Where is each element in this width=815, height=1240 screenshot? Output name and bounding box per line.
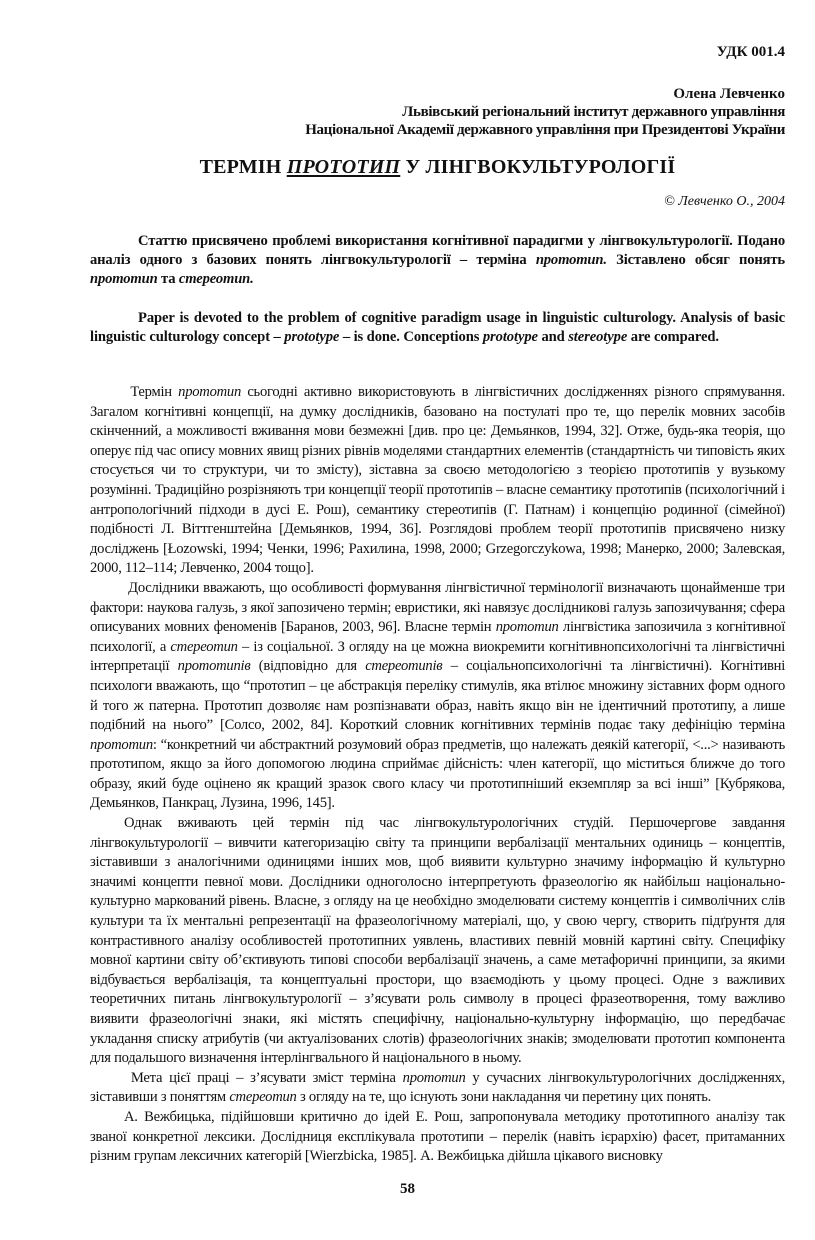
abstract-uk-italic-2: прототип: [90, 271, 158, 287]
p1-text-2: сьогодні активно використовують в лінгвістичних дослідженнях різного спрямування. Загалом когнітивні концепції, на думку дослідників, базовано на постулаті про те, що перелік мовних засобів скінченний, а можливості вживання мови безмежні [див. про це: Демьянков, 1994, 32]. Отже, будь-яка теорія, що оперує під час опису мовних явищ різних рівнів моделями стандартних елементів (стандартність чи типовість яких стосується чи то структури, чи то змісту), зіставна за своєю методологією з теорією прототипів у вузькому розумінні. Традиційно розрізняють три концепції теорії прототипів – власне семантику прототипів (психологічний і антропологічний підходи в дусі Е. Рош), семантику стереотипів (Г. Патнам) і концепцію родинної (сімейної) подібності Л. Віттгенштейна [Демьянков, 1994, 36]. Розглядові проблем теорії прототипів присвячено низку досліджень [Łozowski, 1994; Ченки, 1996; Рахилина, 1998, 2000; Grzegorczykowa, 1998; Манерко, 2000; Залевская, 2000, 112–114; Левченко, 2004 тощо].: [90, 384, 785, 577]
abstract-uk-text-2: Зіставлено обсяг понять: [606, 252, 785, 268]
p2-italic-4: стереотипів: [365, 658, 443, 675]
author-name: Олена Левченко: [673, 86, 785, 102]
p1-italic-1: прототип: [178, 384, 242, 400]
udk-code: УДК 001.4: [716, 44, 785, 60]
p4-text-1: Мета цієї праці – з’ясувати зміст терміна: [130, 1069, 403, 1086]
abstract-english: [90, 309, 785, 347]
body-paragraph-1: [90, 383, 785, 579]
author-block: [90, 85, 785, 139]
body-paragraph-4: [90, 1069, 785, 1108]
p4-italic-1: прототип: [402, 1069, 466, 1086]
page-number: 58: [400, 1181, 415, 1197]
abstract-uk-italic-1: прототип.: [535, 252, 607, 268]
abstract-en-text-2: – is done. Conceptions: [339, 329, 483, 345]
title-term: ПРОТОТИП: [286, 156, 401, 178]
body-paragraph-5: А. Вежбицька, підійшовши критично до ідей Е. Рош, запропонувала методику прототипного аналізу так званої конкретної лексики. Дослідниця експлікувала прототипи – перелік (навіть ієрархію) фасет, притаманних різним групам лексичних категорій [Wierzbicka, 1985]. А. Вежбицька дійшла цікавого висновку: [90, 1108, 785, 1165]
abstract-en-italic-3: stereotype: [568, 329, 628, 345]
p2-italic-2: стереотип: [170, 638, 238, 655]
p2-text-1: Дослідники вважають, що особливості формування лінгвістичної термінології визначають щонайменше три фактори: наукова галузь, з якої запозичено термін; евристики, які навязує дослідникові галузь запозичування; сфера описуваних мовних феноменів [Баранов, 2003, 96]. Власне термін: [90, 579, 785, 636]
p4-text-3: з огляду на те, що існують зони накладання чи перетину цих понять.: [296, 1089, 712, 1106]
p2-text-2: лінгвістика запозичила з когнітивної психології, а: [90, 619, 785, 655]
abstract-uk-text-1: Статтю присвячено проблемі використання когнітивної парадигми у лінгвокультурології. Подано аналіз одного з базових понять лінгвокультурології – терміна: [90, 233, 785, 268]
p2-italic-5: прототип: [90, 736, 153, 753]
p2-text-4: (відповідно для: [250, 658, 366, 675]
abstract-en-text-1: Paper is devoted to the problem of cognitive paradigm usage in linguistic culturology. Analysis of basic linguistic culturology concept –: [90, 310, 785, 345]
abstract-en-text-3: and: [537, 329, 569, 345]
p4-italic-2: стереотип: [229, 1089, 297, 1106]
paper-page: [90, 44, 785, 1167]
title-part-2: У ЛІНГВОКУЛЬТУРОЛОГІЇ: [400, 156, 676, 178]
abstract-en-italic-2: prototype: [482, 329, 538, 345]
body-paragraph-3: Однак вживають цей термін під час лінгвокультурологічних студій. Першочергове завдання лінгвокультурології – вивчити категоризацію світу та принципи вербалізації ментальних одиниць – концептів, зіставивши з аналогічними одиницями інших мов, щоб виявити культурно значиму інформацію й культурно значимі концепти певної мови. Дослідники одноголосно інтерпретують фразеологію як найбільш національно-культурно маркований рівень. Власне, з огляду на це необхідно змоделювати систему концептів і символічних слів культури та їх ментальні репрезентації на фразеологічному матеріалі, що, у свою чергу, створить підґрунтя для контрастивного аналізу особливостей прототипних уявлень, властивих певній мовній картині світу. Специфіку мовної картини світу об’єктивують типові способи вербалізації значень, а саме метафоричні принципи, за якими відбувається вербалізація, та концептуальні простори, що взаємодіють у цьому процесі. Одне з важливих теоретичних питань лінгвокультурології – з’ясувати роль символу в процесі фразеотворення, тому важливо виявити фразеологічні знаки, які містять специфічну, національно-культурну інформацію, що передбачає укладання списку атрибутів (чи актуалізованих слотів) фразеологічних знаків; змоделювати прототип компонента для подальшого визначення інтерлінгвального й національного в ньому.: [90, 815, 785, 1067]
p2-text-3: – із соціальної. З огляду на це можна виокремити когнітивнопсихологічні та лінгвістичні інтерпретації: [90, 638, 785, 675]
abstract-uk-text-3: та: [157, 271, 179, 287]
p2-italic-3: прототипів: [177, 658, 251, 675]
title-part-1: ТЕРМІН: [199, 156, 287, 178]
copyright-line: © Левченко О., 2004: [664, 194, 785, 209]
abstract-en-italic-1: prototype: [284, 329, 340, 345]
abstract-en-text-4: are compared.: [627, 329, 719, 345]
p2-text-5: – соціальнопсихологічні та лінгвістичні). Когнітивні психологи вважають, що “прототип – це абстракція переліку стимулів, яка втілює множину зіставних форм одного й того ж патерна. Прототип дозволяє нам розпізнавати образ, навіть якщо він не ідентичний прототипу, а лише подібний на нього” [Солсо, 2002, 84]. Короткий словник когнітивних термінів подає таку дефініцію терміна: [90, 658, 786, 734]
abstract-uk-italic-3: стереотип.: [178, 271, 254, 287]
p2-text-6: : “конкретний чи абстрактний розумовий образ предметів, що належать деякій категорії, <...> називають прототипом, якщо за його допомогою людина сприймає дійсність: член категорії, що міститься ближче до того образу, який буде оцінено як кращий зразок свого класу чи прототипніший екземпляр за всі інші” [Кубрякова, Демьянков, Панкрац, Лузина, 1996, 145].: [90, 736, 785, 812]
body-paragraph-2: [90, 579, 785, 814]
affiliation-line-1: Львівський регіональний інститут державного управління: [402, 104, 785, 120]
article-body: [90, 383, 785, 1167]
p4-text-2: у сучасних лінгвокультурологічних дослідженнях, зіставивши з поняттям: [90, 1069, 785, 1106]
abstract-ukrainian: [90, 232, 785, 289]
affiliation-line-2: Національної Академії державного управління при Президентові України: [305, 122, 785, 138]
article-title: [90, 155, 785, 179]
p1-text-1: Термін: [130, 384, 179, 400]
p2-italic-1: прототип: [495, 619, 559, 636]
